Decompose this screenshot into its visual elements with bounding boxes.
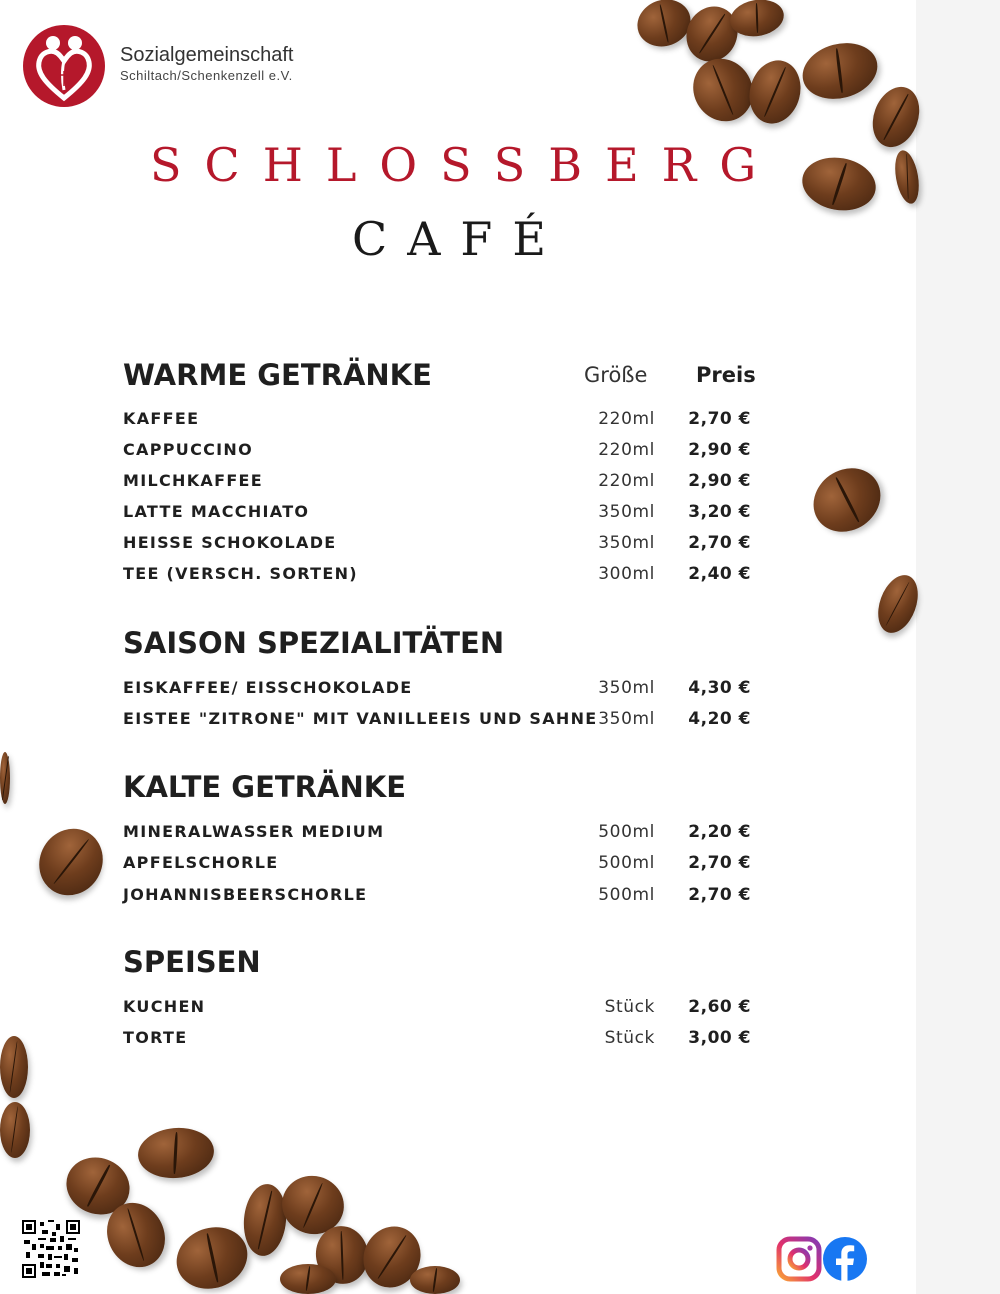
item-size: 350ml: [598, 678, 655, 698]
coffee-bean-decoration: [27, 817, 115, 907]
item-size: Stück: [604, 1028, 655, 1048]
section-title-saison-spezialitaeten: SAISON SPEZIALITÄTEN: [123, 626, 505, 660]
item-price: 3,20 €: [688, 502, 751, 522]
item-size: 500ml: [598, 853, 655, 873]
item-price: 2,70 €: [688, 533, 751, 553]
section-title-kalte-getraenke: KALTE GETRÄNKE: [123, 770, 407, 804]
price-column-header: Preis: [696, 363, 756, 387]
organization-subtitle: Schiltach/Schenkenzell e.V.: [120, 68, 293, 83]
coffee-bean-decoration: [280, 1264, 336, 1294]
item-name: KUCHEN: [123, 997, 206, 1016]
heart-cross-logo-icon: [22, 24, 106, 108]
menu-item: [123, 564, 763, 588]
coffee-bean-decoration: [136, 1125, 216, 1181]
coffee-bean-decoration: [0, 1036, 28, 1098]
item-size: 350ml: [598, 533, 655, 553]
item-size: 500ml: [598, 822, 655, 842]
item-price: 3,00 €: [688, 1028, 751, 1048]
page-subtitle: CAFÉ: [352, 212, 566, 266]
coffee-bean-decoration: [410, 1266, 460, 1294]
item-name: CAPPUCCINO: [123, 440, 253, 459]
item-price: 4,20 €: [688, 709, 751, 729]
coffee-bean-decoration: [743, 55, 808, 130]
menu-item: [123, 997, 763, 1021]
facebook-icon[interactable]: [822, 1236, 868, 1282]
item-price: 2,90 €: [688, 440, 751, 460]
item-size: 350ml: [598, 502, 655, 522]
item-size: 350ml: [598, 709, 655, 729]
instagram-icon[interactable]: [776, 1236, 822, 1282]
menu-item: [123, 885, 763, 909]
organization-name: Sozialgemeinschaft: [120, 44, 294, 66]
item-price: 2,70 €: [688, 409, 751, 429]
item-name: KAFFEE: [123, 409, 200, 428]
item-size: Stück: [604, 997, 655, 1017]
menu-item: [123, 678, 763, 702]
item-size: 220ml: [598, 440, 655, 460]
menu-item: [123, 409, 763, 433]
coffee-bean-decoration: [168, 1217, 256, 1294]
item-price: 2,20 €: [688, 822, 751, 842]
coffee-bean-decoration: [0, 1102, 30, 1158]
item-size: 220ml: [598, 471, 655, 491]
item-name: MILCHKAFFEE: [123, 471, 264, 490]
item-name: JOHANNISBEERSCHORLE: [123, 885, 368, 904]
menu-item: [123, 502, 763, 526]
item-price: 2,40 €: [688, 564, 751, 584]
section-title-speisen: SPEISEN: [123, 945, 261, 979]
item-name: TORTE: [123, 1028, 188, 1047]
item-name: EISKAFFEE/ EISSCHOKOLADE: [123, 678, 413, 697]
menu-item: [123, 709, 763, 733]
qr-code-icon[interactable]: [22, 1220, 80, 1278]
coffee-bean-decoration: [0, 752, 10, 804]
size-column-header: Größe: [584, 363, 648, 387]
item-size: 220ml: [598, 409, 655, 429]
section-title-warme-getraenke: WARME GETRÄNKE: [123, 358, 432, 392]
item-size: 300ml: [598, 564, 655, 584]
menu-item: [123, 822, 763, 846]
item-name: HEISSE SCHOKOLADE: [123, 533, 337, 552]
coffee-bean-decoration: [796, 35, 883, 107]
item-price: 2,70 €: [688, 885, 751, 905]
item-name: TEE (VERSCH. SORTEN): [123, 564, 358, 583]
item-name: MINERALWASSER MEDIUM: [123, 822, 385, 841]
item-price: 2,90 €: [688, 471, 751, 491]
menu-item: [123, 853, 763, 877]
item-price: 4,30 €: [688, 678, 751, 698]
menu-item: [123, 440, 763, 464]
coffee-bean-decoration: [798, 152, 880, 216]
menu-item: [123, 533, 763, 557]
menu-item: [123, 471, 763, 495]
page-title: SCHLOSSBERG: [150, 138, 780, 192]
page-edge-background: [916, 0, 1000, 1294]
item-size: 500ml: [598, 885, 655, 905]
coffee-bean-decoration: [801, 455, 893, 544]
item-price: 2,70 €: [688, 853, 751, 873]
item-name: LATTE MACCHIATO: [123, 502, 310, 521]
item-name: APFELSCHORLE: [123, 853, 279, 872]
coffee-bean-decoration: [241, 1182, 289, 1257]
menu-item: [123, 1028, 763, 1052]
item-name: EISTEE "ZITRONE" MIT VANILLEEIS UND SAHNE: [123, 709, 598, 728]
item-price: 2,60 €: [688, 997, 751, 1017]
